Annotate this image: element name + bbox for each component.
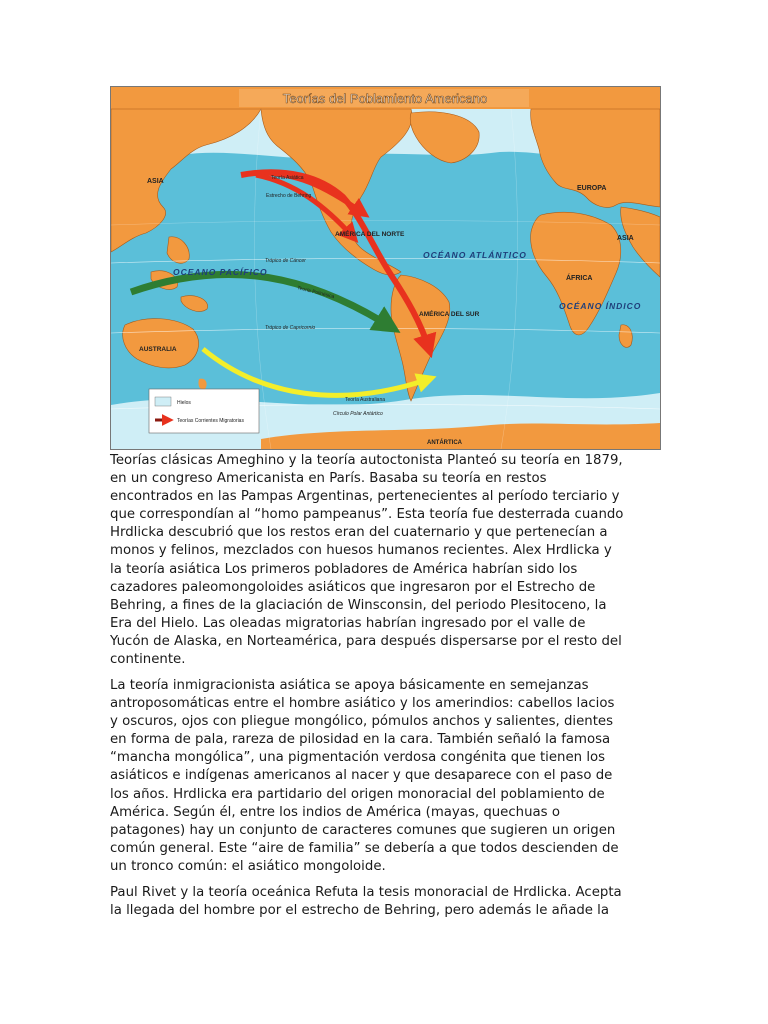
- text-line: encontrados en las Pampas Argentinas, pertenecientes al período terciario y: [110, 489, 620, 505]
- text-line: Behring, a fines de la glaciación de Winsconsin, del periodo Plesitoceno, la: [110, 597, 607, 613]
- text-line: América. Según él, entre los indios de América (mayas, quechuas o: [110, 804, 560, 820]
- text-line: en un congreso Americanista en París. Basaba su teoría en restos: [110, 471, 547, 487]
- map-title: Teorías del Poblamiento Americano: [282, 91, 488, 106]
- paragraph-3: [110, 884, 660, 920]
- label-asia-right: ASIA: [617, 235, 634, 242]
- text-line: los años. Hrdlicka era partidario del origen monoracial del poblamiento de: [110, 786, 605, 802]
- text-line: Hrdlicka descubrió que los restos eran del cuaternario y que pertenecían a: [110, 525, 608, 541]
- legend-box: [149, 389, 259, 433]
- text-line: antroposomáticas entre el hombre asiático y los amerindios: cabellos lacios: [110, 696, 615, 712]
- text-line: Era del Hielo. Las oleadas migratorias habrían ingresado por el valle de: [110, 615, 586, 631]
- legend-ice-label: Hielos: [177, 400, 191, 406]
- text-line: la teoría asiática Los primeros pobladores de América habrían sido los: [110, 561, 578, 577]
- text-line: común general. Este “aire de familia” se debería a que todos descienden de: [110, 840, 619, 856]
- legend-ice-swatch: [155, 397, 171, 406]
- text-line: Paul Rivet y la teoría oceánica Refuta la tesis monoracial de Hrdlicka. Acepta: [110, 885, 622, 900]
- label-cancer: Trópico de Cáncer: [265, 258, 306, 264]
- label-africa: ÁFRICA: [566, 275, 593, 282]
- paragraph-2: [110, 677, 660, 876]
- paragraph-1: [110, 452, 660, 669]
- text-line: en forma de pala, rareza de pilosidad en la cara. También señaló la famosa: [110, 732, 611, 748]
- label-indian: OCÉANO ÍNDICO: [559, 301, 642, 311]
- label-behring: Estrecho de Behring: [266, 193, 312, 199]
- label-atlantic: OCÉANO ATLÁNTICO: [423, 250, 527, 260]
- label-north-america: AMÉRICA DEL NORTE: [335, 231, 405, 238]
- text-line: monos y felinos, mezclados con huesos humanos recientes. Alex Hrdlicka y: [110, 543, 612, 559]
- text-line: cazadores paleomongoloides asiáticos que ingresaron por el Estrecho de: [110, 579, 596, 595]
- legend-route-label: Teorías Corrientes Migratorias: [177, 418, 244, 424]
- text-line: la llegada del hombre por el estrecho de Behring, pero además le añade la: [110, 903, 610, 919]
- text-line: continente.: [110, 652, 186, 668]
- label-route-australian: Teoría Australiana: [345, 397, 386, 403]
- text-line: La teoría inmigracionista asiática se apoya básicamente en semejanzas: [110, 678, 589, 693]
- text-line: un tronco común: el asiático mongoloide.: [110, 858, 386, 874]
- text-line: patagones) hay un conjunto de caracteres comunes que sugieren un origen: [110, 822, 616, 838]
- label-capricornio: Trópico de Capricornio: [265, 325, 316, 331]
- label-south-america: AMÉRICA DEL SUR: [419, 311, 480, 318]
- label-antartica: ANTÁRTICA: [427, 440, 462, 446]
- map-image: [110, 86, 661, 450]
- label-route-polynesian: Teoría Polinésica: [296, 285, 335, 301]
- text-line: Teorías clásicas Ameghino y la teoría autoctonista Planteó su teoría en 1879,: [110, 453, 623, 468]
- label-pacific: OCEANO PACÍFICO: [173, 267, 268, 277]
- label-australia: AUSTRALIA: [139, 346, 177, 353]
- label-asia-left: ASIA: [147, 178, 164, 185]
- label-route-asian: Teoría Asiática: [271, 175, 304, 181]
- text-line: asiáticos e indígenas americanos al nacer y que desaparece con el paso de: [110, 768, 613, 784]
- text-line: que correspondían al “homo pampeanus”. Esta teoría fue desterrada cuando: [110, 507, 624, 523]
- text-line: Yucón de Alaska, en Norteamérica, para después dispersarse por el resto del: [110, 633, 622, 649]
- text-line: “mancha mongólica”, una pigmentación verdosa congénita que tienen los: [110, 750, 606, 766]
- text-line: y oscuros, ojos con pliegue mongólico, pómulos anchos y salientes, dientes: [110, 714, 614, 730]
- label-antarctic-circle: Círculo Polar Antártico: [333, 411, 383, 417]
- label-europa: EUROPA: [577, 185, 607, 192]
